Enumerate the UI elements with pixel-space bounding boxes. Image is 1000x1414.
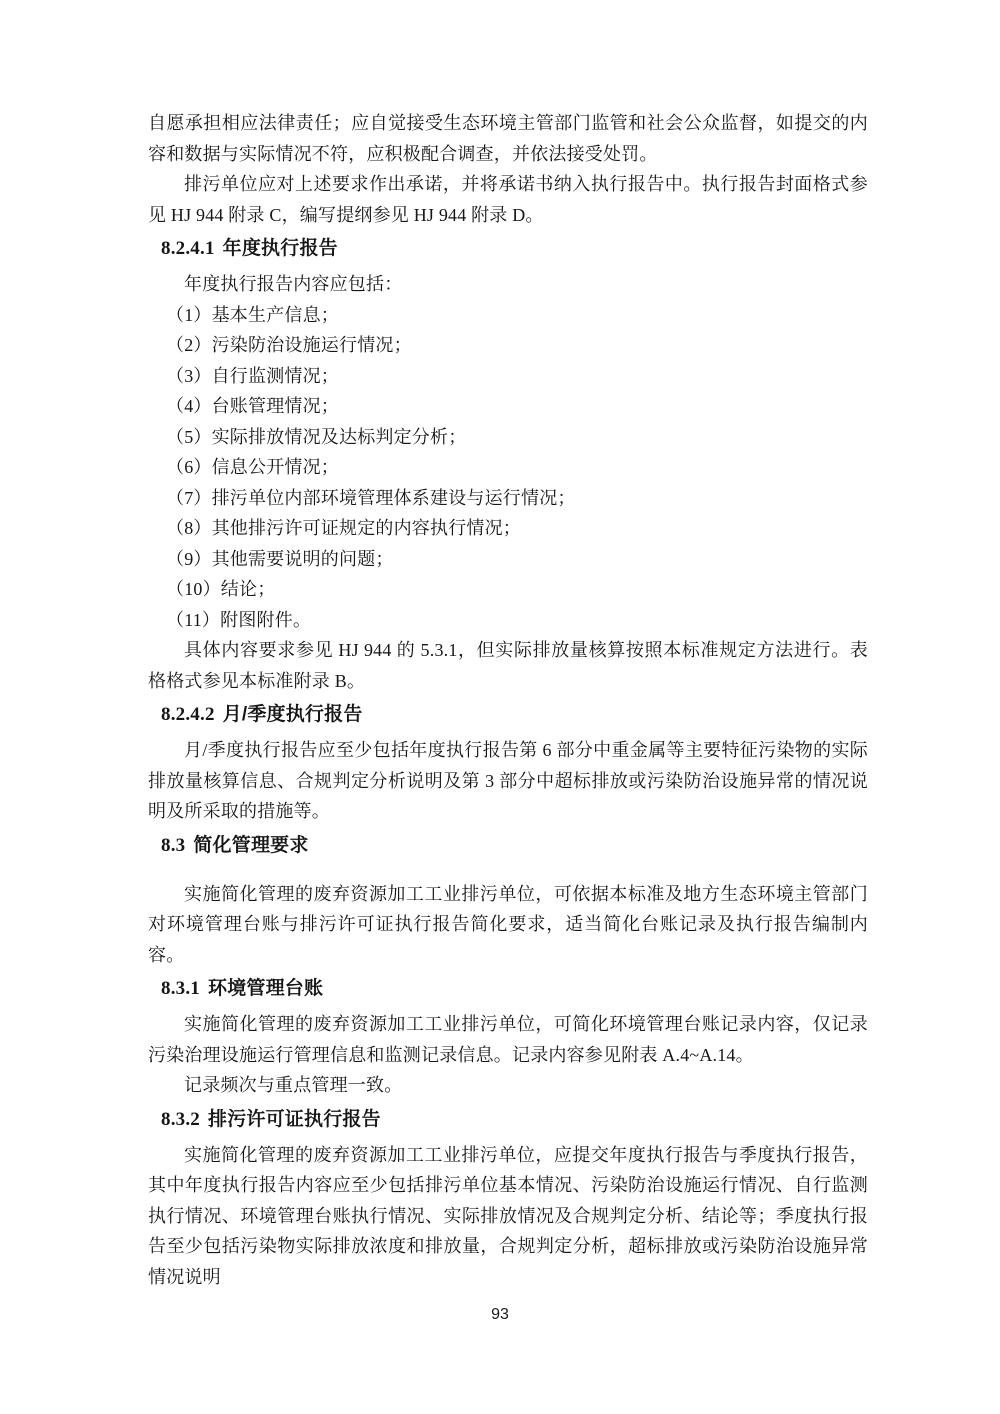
list-item: （11）附图附件。 (166, 609, 312, 630)
list-item: （4）台账管理情况； (166, 396, 339, 416)
paragraph-monthly-quarterly-report: 月/季度执行报告应至少包括年度执行报告第 6 部分中重金属等主要特征污染物的实际排放量核算信息、合规判定分析说明及第 3 部分中超标排放或污染防治设施异常的情况说明及所采取的措施等。 (148, 740, 868, 821)
heading-number: 8.3.2 (161, 1108, 200, 1130)
paragraph-annual-report-intro: 年度执行报告内容应包括： (184, 274, 403, 294)
list-item: （6）信息公开情况； (166, 457, 339, 477)
heading-title: 环境管理台账 (208, 978, 324, 999)
paragraph-simplified-management: 实施简化管理的废弃资源加工工业排污单位，可依据本标准及地方生态环境主管部门对环境管理台账与排污许可证执行报告简化要求，适当简化台账记录及执行报告编制内容。 (148, 883, 868, 965)
section-heading-8-3 (161, 831, 868, 861)
list-item: （1）基本生产信息； (166, 304, 339, 325)
heading-number: 8.3 (161, 834, 186, 856)
section-heading-8-3-2 (161, 1105, 868, 1135)
heading-number: 8.3.1 (161, 978, 200, 999)
heading-title: 排污许可证执行报告 (208, 1108, 381, 1130)
paragraph-commitment: 排污单位应对上述要求作出承诺，并将承诺书纳入执行报告中。执行报告封面格式参见 HJ 944 附录 C，编写提纲参见 HJ 944 附录 D。 (148, 174, 868, 225)
heading-title: 简化管理要求 (193, 834, 309, 856)
list-item: （3）自行监测情况； (166, 365, 339, 386)
page-content (148, 108, 868, 1292)
heading-title: 年度执行报告 (222, 238, 338, 259)
heading-title: 月/季度执行报告 (222, 704, 363, 725)
paragraph-env-ledger: 实施简化管理的废弃资源加工工业排污单位，可简化环境管理台账记录内容，仅记录污染治理设施运行管理信息和监测记录信息。记录内容参见附表 A.4~A.14。 (148, 1014, 868, 1065)
paragraph-annual-report-detail: 具体内容要求参见 HJ 944 的 5.3.1，但实际排放量核算按照本标准规定方法进行。表格格式参见本标准附录 B。 (148, 640, 868, 691)
section-heading-8-2-4-2 (161, 700, 868, 730)
heading-number: 8.2.4.2 (161, 704, 215, 725)
list-item: （7）排污单位内部环境管理体系建设与运行情况； (166, 487, 576, 508)
paragraph-record-frequency: 记录频次与重点管理一致。 (184, 1075, 403, 1095)
list-item: （2）污染防治设施运行情况； (166, 335, 412, 355)
section-heading-8-3-1 (161, 974, 868, 1004)
list-item: （8）其他排污许可证规定的内容执行情况； (166, 518, 521, 538)
paragraph-permit-execution-report: 实施简化管理的废弃资源加工工业排污单位，应提交年度执行报告与季度执行报告，其中年度执行报告内容应至少包括排污单位基本情况、污染防治设施运行情况、自行监测执行情况、环境管理台账执行情况、实际排放情况及合规判定分析、结论等；季度执行报告至少包括污染物实际排放浓度和排放量，合规判定分析，超标排放或污染防治设施异常情况说明 (148, 1144, 868, 1287)
paragraph-continuation: 自愿承担相应法律责任；应自觉接受生态环境主管部门监管和社会公众监督，如提交的内容和数据与实际情况不符，应积极配合调查，并依法接受处罚。 (148, 113, 868, 164)
list-item: （9）其他需要说明的问题； (166, 548, 394, 569)
page-number: 93 (491, 1306, 509, 1323)
section-heading-8-2-4-1 (161, 234, 868, 264)
heading-number: 8.2.4.1 (161, 238, 215, 259)
list-item: （5）实际排放情况及达标判定分析； (166, 426, 467, 447)
list-item: （10）结论； (166, 579, 276, 599)
